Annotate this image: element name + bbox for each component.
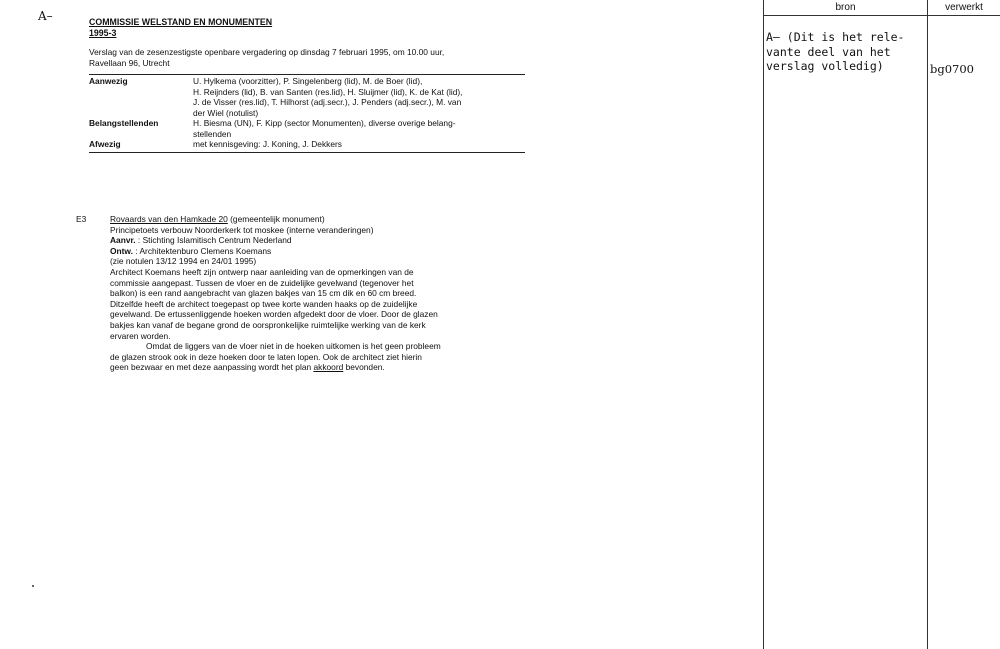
margin-marker: A– — [38, 9, 53, 23]
para2-line: Omdat de liggers van de vloer niet in de hoeken uitkomen is het geen probleem — [146, 341, 441, 352]
intro-line-2: Ravellaan 96, Utrecht — [89, 57, 170, 68]
decision-akkoord: akkoord — [313, 362, 344, 373]
item-applicant-line — [110, 235, 550, 246]
intro-line-1: Verslag van de zesenzestigste openbare vergadering op dinsdag 7 februari 1995, om 10.00 uur, — [89, 47, 445, 57]
item-subject: Principetoets verbouw Noorderkerk tot moskee (interne veranderingen) — [110, 224, 374, 235]
para2-suffix: bevonden. — [343, 362, 385, 373]
attendance-line: der Wiel (notulist) — [193, 107, 259, 118]
bron-note — [766, 30, 904, 74]
para1-line: gevelwand. De ertussenliggende hoeken worden afgedekt door de vloer. Door de glazen — [110, 309, 438, 320]
item-body — [110, 214, 550, 373]
applicant-label: Aanvr. — [110, 235, 136, 246]
attendance-row-interested — [89, 118, 525, 139]
attendance-value — [193, 139, 525, 150]
report-number: 1995-3 — [89, 27, 117, 38]
item-address-suffix: (gemeentelijk monument) — [227, 214, 325, 224]
attendance-line: J. de Visser (res.lid), T. Hilhorst (adj.secr.), J. Penders (adj.secr.), M. van — [193, 97, 462, 107]
verwerkt-header: verwerkt — [945, 2, 983, 13]
bron-line: verslag volledig) — [766, 59, 884, 73]
attendance-label: Aanwezig — [89, 76, 128, 86]
item-designer-line — [110, 246, 550, 257]
attendance-label: Belangstellenden — [89, 118, 159, 128]
bron-line: vante deel van het — [766, 44, 891, 59]
para1-line: bakjes kan vanaf de begane grond de oorspronkelijke ruimtelijke werking van de kerk — [110, 319, 426, 330]
para2-prefix: geen bezwaar en met deze aanpassing wordt het plan — [110, 362, 314, 373]
para1-line: ervaren worden. — [110, 330, 171, 341]
attendance-line: stellenden — [193, 128, 232, 139]
bottom-rule — [89, 152, 525, 153]
para1-line: balkon) is een rand aangebracht van glazen bakjes van 15 cm dik en 60 cm breed. — [110, 288, 417, 299]
verwerkt-code: bg0700 — [930, 62, 974, 76]
attendance-line: U. Hylkema (voorzitter), P. Singelenberg (lid), M. de Boer (lid), — [193, 76, 423, 86]
para1-line: commissie aangepast. Tussen de vloer en de zuidelijke gevelwand (tegenover het — [110, 277, 414, 288]
designer-value: : Architektenburo Clemens Koemans — [132, 245, 272, 256]
attendance-value — [193, 76, 525, 118]
item-address-line — [110, 214, 550, 225]
scan-speck — [32, 585, 34, 587]
attendance-table — [89, 76, 525, 150]
designer-label: Ontw. — [110, 245, 133, 256]
attendance-value — [193, 118, 525, 139]
report-heading: COMMISSIE WELSTAND EN MONUMENTEN — [89, 17, 273, 27]
attendance-line: H. Biesma (UN), F. Kipp (sector Monumenten), diverse overige belang- — [193, 118, 456, 128]
attendance-row-absent — [89, 139, 525, 150]
bron-header: bron — [835, 2, 856, 13]
para2-line: de glazen strook ook in deze hoeken door te laten lopen. Ook de architect ziet hierin — [110, 351, 422, 362]
para1-line: Architect Koemans heeft zijn ontwerp naar aanleiding van de opmerkingen van de — [110, 266, 414, 277]
header-rule — [763, 15, 1000, 16]
applicant-value: : Stichting Islamitisch Centrum Nederland — [135, 235, 292, 246]
column-divider-middle — [927, 0, 928, 649]
attendance-row-present — [89, 76, 525, 118]
meeting-report — [89, 17, 525, 153]
attendance-line: met kennisgeving: J. Koning, J. Dekkers — [193, 139, 342, 149]
column-divider-left — [763, 0, 764, 649]
para1-line: Ditzelfde heeft de architect toegepast op twee korte wanden haaks op de zuidelijke — [110, 298, 418, 309]
attendance-line: H. Reijnders (lid), B. van Santen (res.lid), H. Sluijmer (lid), K. de Kat (lid), — [193, 86, 463, 97]
item-code: E3 — [76, 214, 87, 224]
bron-line: A– (Dit is het rele- — [766, 30, 905, 44]
attendance-label: Afwezig — [89, 139, 121, 149]
item-reference: (zie notulen 13/12 1994 en 24/01 1995) — [110, 256, 257, 267]
item-address: Rovaards van den Hamkade 20 — [110, 214, 228, 224]
para2-last-line — [110, 362, 550, 373]
top-rule — [89, 74, 525, 75]
